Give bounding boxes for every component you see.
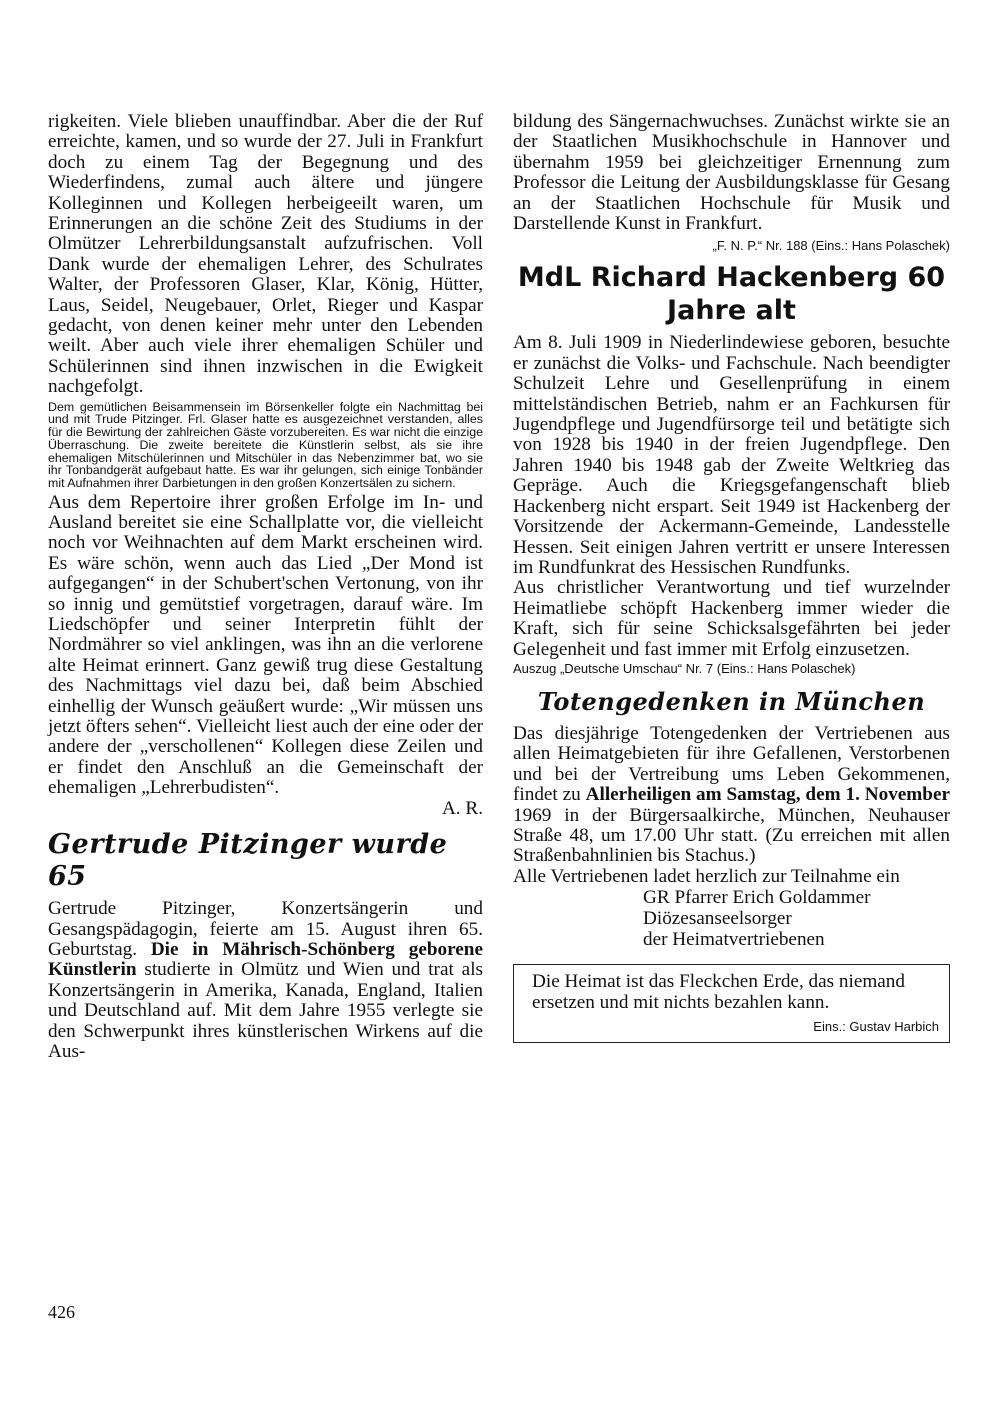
body-paragraph: Aus christlicher Verantwortung und tief wurzelnder Heimatliebe schöpft Hackenberg immer wieder die Kraft, sich für seine Schicksalsgefährten bei jeder Gelegenheit und fast immer mit Erfolg einzusetzen. (513, 577, 950, 660)
quote-text (532, 971, 939, 1034)
right-column (513, 112, 950, 1043)
left-column (48, 112, 483, 1062)
signature-line: Diözesanseelsorger (643, 908, 792, 930)
signature-line: der Heimatvertriebenen (643, 929, 825, 951)
signature-line: GR Pfarrer Erich Goldammer (643, 887, 871, 909)
body-paragraph: Aus dem Repertoire ihrer großen Erfolge im In- und Ausland bereitet sie eine Schallplatte vor, die vielleicht noch vor Weihnachten auf dem Markt erscheinen wird. Es wäre schön, wenn auch das Lied „Der Mond ist aufgegangen“ in der Schubert'schen Vertonung, von ihr so innig und gemütstief vorgetragen, darauf wäre. Im Liedschöpfer und seiner Interpretin fühlt der Nordmährer so viel anklingen, was ihn an die verlorene alte Heimat erinnert. Ganz gewiß trug diese Gestaltung des Nachmittags viel dazu bei, daß beim Abschied einhellig der Wunsch geäußert wurde: „Wir müssen uns jetzt öfters sehen“. Vielleicht liest auch der eine oder der andere der „verschollenen“ Kollegen diese Zeilen und er findet den Anschluß an die Gemeinschaft der ehemaligen „Lehrerbudisten“. (48, 491, 483, 799)
body-paragraph: Alle Vertriebenen ladet herzlich zur Teilnahme ein (513, 865, 900, 887)
text-run: studierte in Olmütz und Wien und trat als Konzertsängerin in Amerika, Kanada, England, Italien und Deutschland auf. Mit dem Jahre 1955 verlegte sie den Schwerpunkt ihres künstlerischen Wirkens auf die Aus- (48, 959, 483, 1062)
article-heading: MdL Richard Hackenberg 60 Jahre alt (517, 262, 946, 327)
signature-block (513, 887, 950, 950)
source-citation: Auszug „Deutsche Umschau“ Nr. 7 (Eins.: Hans Polaschek) (513, 660, 856, 676)
quote-credit: Eins.: Gustav Harbich (813, 1019, 939, 1034)
article-heading: Totengedenken in München (537, 686, 926, 716)
body-paragraph: bildung des Sängernachwuchses. Zunächst wirkte sie an der Staatlichen Musikhochschule in Hannover und übernahm 1959 bei gleichzeitiger Ernennung zum Professor die Leitung der Ausbildungsklasse für Gesang an der Staatlichen Hochschule für Musik und Darstellende Kunst in Frankfurt. (513, 111, 950, 235)
small-print-paragraph: Dem gemütlichen Beisammensein im Börsenkeller folgte ein Nachmittag bei und mit Trude Pitzinger. Frl. Glaser hatte es ausgezeichnet verstanden, alles für die Bewirtung der zahlreichen Gäste vorzubereiten. Es war nicht die einzige Überraschung. Die zweite bereitete die Künstlerin selbst, als sie ihre ehemaligen Mitschülerinnen und Mitschüler in das Nebenzimmer bat, wo sie ihr Tonbandgerät aufgebaut hatte. Es war ihr gelungen, sich einige Tonbänder mit Aufnahmen ihrer Darbietungen in den großen Konzertsälen zu sichern. (48, 399, 483, 490)
quote-box (513, 964, 950, 1043)
text-run: 1969 in der Bürgersaalkirche, München, Neuhauser Straße 48, um 17.00 Uhr statt. (Zu erreichen mit allen Straßenbahnlinien bis Stachus.) (513, 804, 950, 867)
article-heading: Gertrude Pitzinger wurde 65 (48, 829, 448, 893)
quote-text-run: Die Heimat ist das Fleckchen Erde, das niemand ersetzen und mit nichts bezahlen kann. (532, 971, 905, 1013)
body-paragraph: rigkeiten. Viele blieben unauffindbar. Aber die der Ruf erreichte, kamen, und so wurde der 27. Juli in Frankfurt doch zu einem Tag der Begegnung und des Wiederfindens, zumal auch ältere und jüngere Kolleginnen und Kollegen herbeigeeilt waren, um Erinnerungen an die schöne Zeit des Studiums in der Olmützer Lehrerbildungsanstalt aufzufrischen. Voll Dank wurde der ehemaligen Lehrer, des Schulrates Walter, der Professoren Glaser, Klar, König, Hütter, Laus, Seidel, Neugebauer, Orlet, Rieger und Kaspar gedacht, von denen keiner mehr unter den Lebenden weilt. Aber auch viele ihrer ehemaligen Schüler und Schülerinnen sind ihnen inzwischen in die Ewigkeit nachgefolgt. (48, 111, 483, 398)
body-paragraph (48, 899, 483, 1062)
bold-text-run: Die in Mährisch-Schönberg geborene Künstlerin (48, 938, 483, 981)
body-paragraph: Am 8. Juli 1909 in Niederlindewiese geboren, besuchte er zunächst die Volks- und Fachschule. Nach beendigter Schulzeit Lehre und Gesellenprüfung in einem mittelständischen Betrieb, nahm er an Fachkursen für Jugendpflege und Jugendfürsorge teil und betätigte sich von 1928 bis 1940 in der freien Jugendpflege. Den Jahren 1940 bis 1948 gab der Zweite Weltkrieg das Gepräge. Auch die Kriegsgefangenschaft blieb Hackenberg nicht erspart. Seit 1949 ist Hackenberg der Vorsitzende der Ackermann-Gemeinde, Landesstelle Hessen. Seit einigen Jahren vertritt er unsere Interessen im Rundfunkrat des Hessischen Rundfunks. (513, 332, 950, 578)
body-paragraph (513, 724, 950, 867)
bold-text-run: Allerheiligen am Samstag, dem 1. November (585, 784, 950, 806)
page-number: 426 (48, 1302, 75, 1322)
author-initials: A. R. (441, 797, 483, 819)
text-run: Gertrude Pitzinger, Konzertsängerin und Gesangspädagogin, feierte am 15. August ihren 65. Geburtstag. (48, 898, 483, 960)
source-citation: „F. N. P.“ Nr. 188 (Eins.: Hans Polaschek) (712, 238, 950, 254)
text-run: Das diesjährige Totengedenken der Vertriebenen aus allen Heimatgebieten für ihre Gefallenen, Verstorbenen und bei der Vertreibung ums Leben Gekommenen, findet zu (513, 722, 950, 806)
